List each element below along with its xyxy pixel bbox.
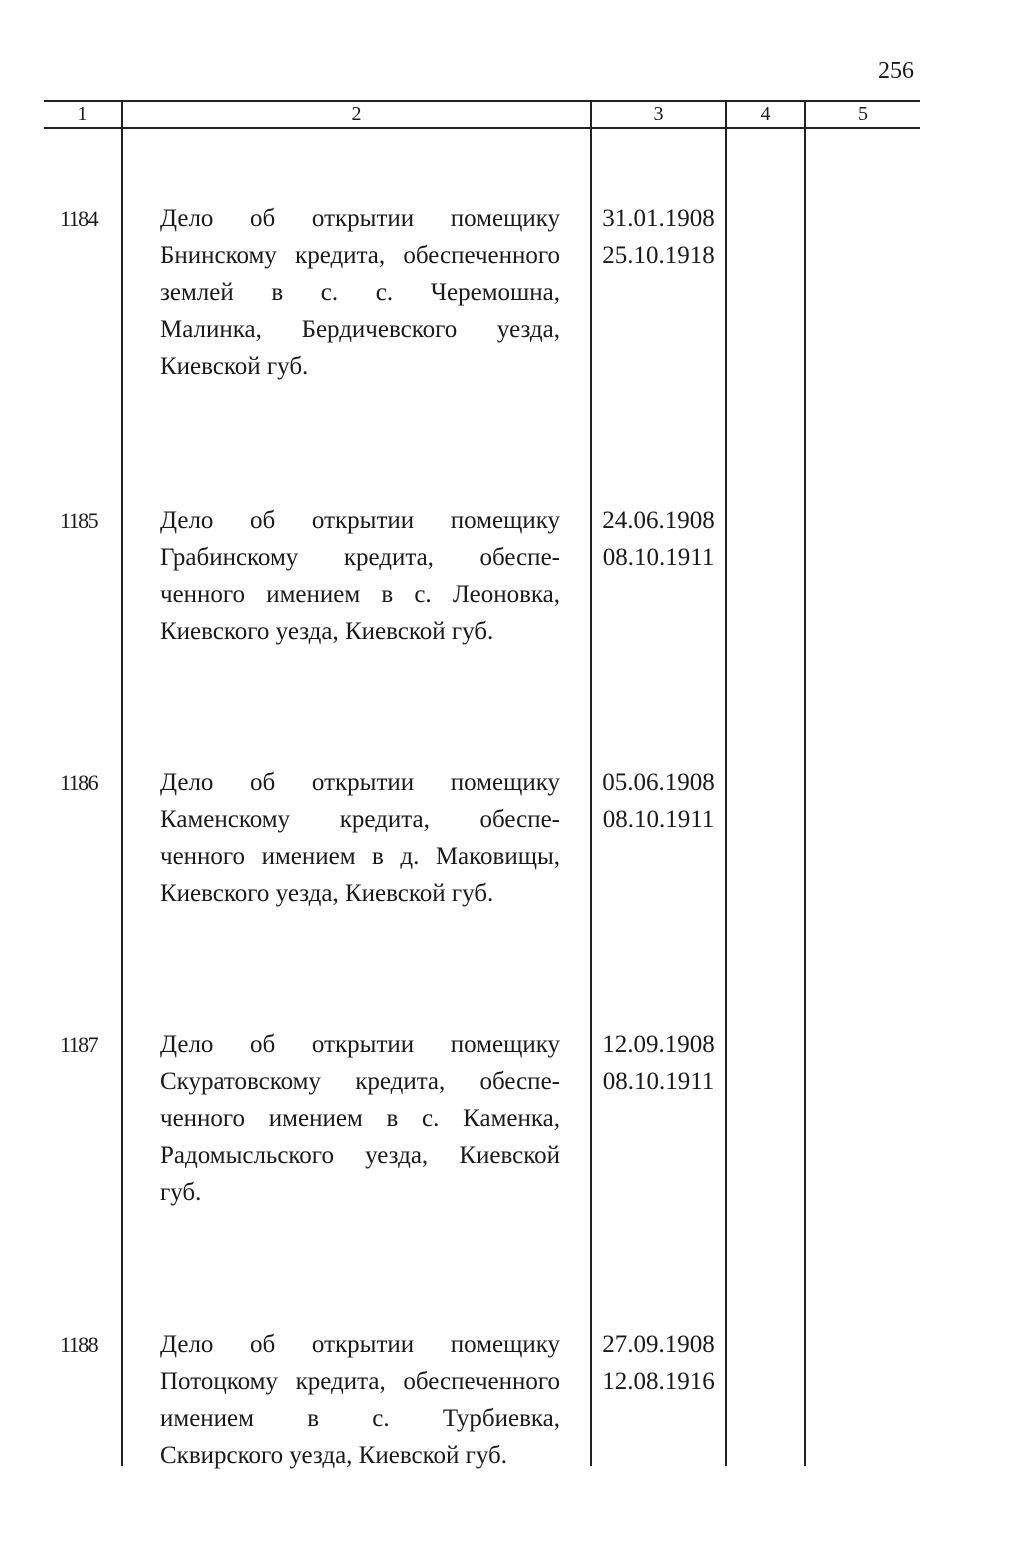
entry-number: 1188 (60, 1332, 98, 1357)
column-divider (804, 100, 806, 1466)
date-end: 08.10.1911 (602, 806, 715, 833)
description-line: Скуратовскому кредита, обеспе- (160, 1068, 560, 1095)
date-start: 05.06.1908 (602, 769, 715, 796)
entry-number: 1187 (60, 1032, 98, 1057)
description-line: Дело об открытии помещику (160, 769, 560, 796)
description-line: Дело об открытии помещику (160, 1331, 560, 1358)
entry-description (160, 764, 560, 912)
column-header-5: 5 (858, 103, 868, 125)
entry-dates (592, 1026, 725, 1100)
page-number: 256 (878, 58, 914, 84)
description-line: Радомысльского уезда, Киевской (160, 1142, 560, 1169)
description-line: Сквирского уезда, Киевской губ. (160, 1442, 507, 1469)
entry-number: 1186 (60, 770, 98, 795)
entry-dates (592, 764, 725, 838)
date-end: 08.10.1911 (602, 544, 715, 571)
date-end: 25.10.1918 (602, 242, 715, 269)
date-start: 31.01.1908 (602, 205, 715, 232)
entry-dates (592, 1326, 725, 1400)
entry-number: 1185 (60, 508, 98, 533)
entry-dates (592, 200, 725, 274)
date-start: 27.09.1908 (602, 1331, 715, 1358)
column-header-4: 4 (760, 103, 771, 125)
date-end: 08.10.1911 (602, 1068, 715, 1095)
entry-number: 1184 (60, 206, 98, 231)
description-line: Киевского уезда, Киевской губ. (160, 618, 494, 645)
description-line: имением в с. Турбиевка, (160, 1405, 560, 1432)
column-header-1: 1 (77, 103, 88, 125)
description-line: Дело об открытии помещику (160, 205, 560, 232)
description-line: губ. (160, 1179, 202, 1206)
column-header-3: 3 (653, 103, 664, 125)
description-line: Киевской губ. (160, 353, 309, 380)
description-line: Дело об открытии помещику (160, 1031, 560, 1058)
column-divider (121, 100, 123, 1466)
date-start: 12.09.1908 (602, 1031, 715, 1058)
entry-description (160, 1026, 560, 1211)
date-end: 12.08.1916 (602, 1368, 715, 1395)
description-line: Малинка, Бердичевского уезда, (160, 316, 560, 343)
description-line: Грабинскому кредита, обеспе- (160, 544, 560, 571)
description-line: Дело об открытии помещику (160, 507, 560, 534)
column-header-2: 2 (351, 103, 362, 125)
description-line: Потоцкому кредита, обеспеченного (160, 1368, 560, 1395)
description-line: Киевского уезда, Киевской губ. (160, 880, 494, 907)
header-bottom-rule (44, 127, 920, 129)
entry-dates (592, 502, 725, 576)
column-divider (725, 100, 727, 1466)
entry-description (160, 1326, 560, 1474)
description-line: ченного имением в д. Маковищы, (160, 843, 560, 870)
date-start: 24.06.1908 (602, 507, 715, 534)
description-line: ченного имением в с. Леоновка, (160, 581, 560, 608)
description-line: ченного имением в с. Каменка, (160, 1105, 560, 1132)
entry-description (160, 200, 560, 385)
description-line: Бнинскому кредита, обеспеченного (160, 242, 560, 269)
description-line: Каменскому кредита, обеспе- (160, 806, 560, 833)
description-line: землей в с. с. Черемошна, (160, 279, 560, 306)
entry-description (160, 502, 560, 650)
